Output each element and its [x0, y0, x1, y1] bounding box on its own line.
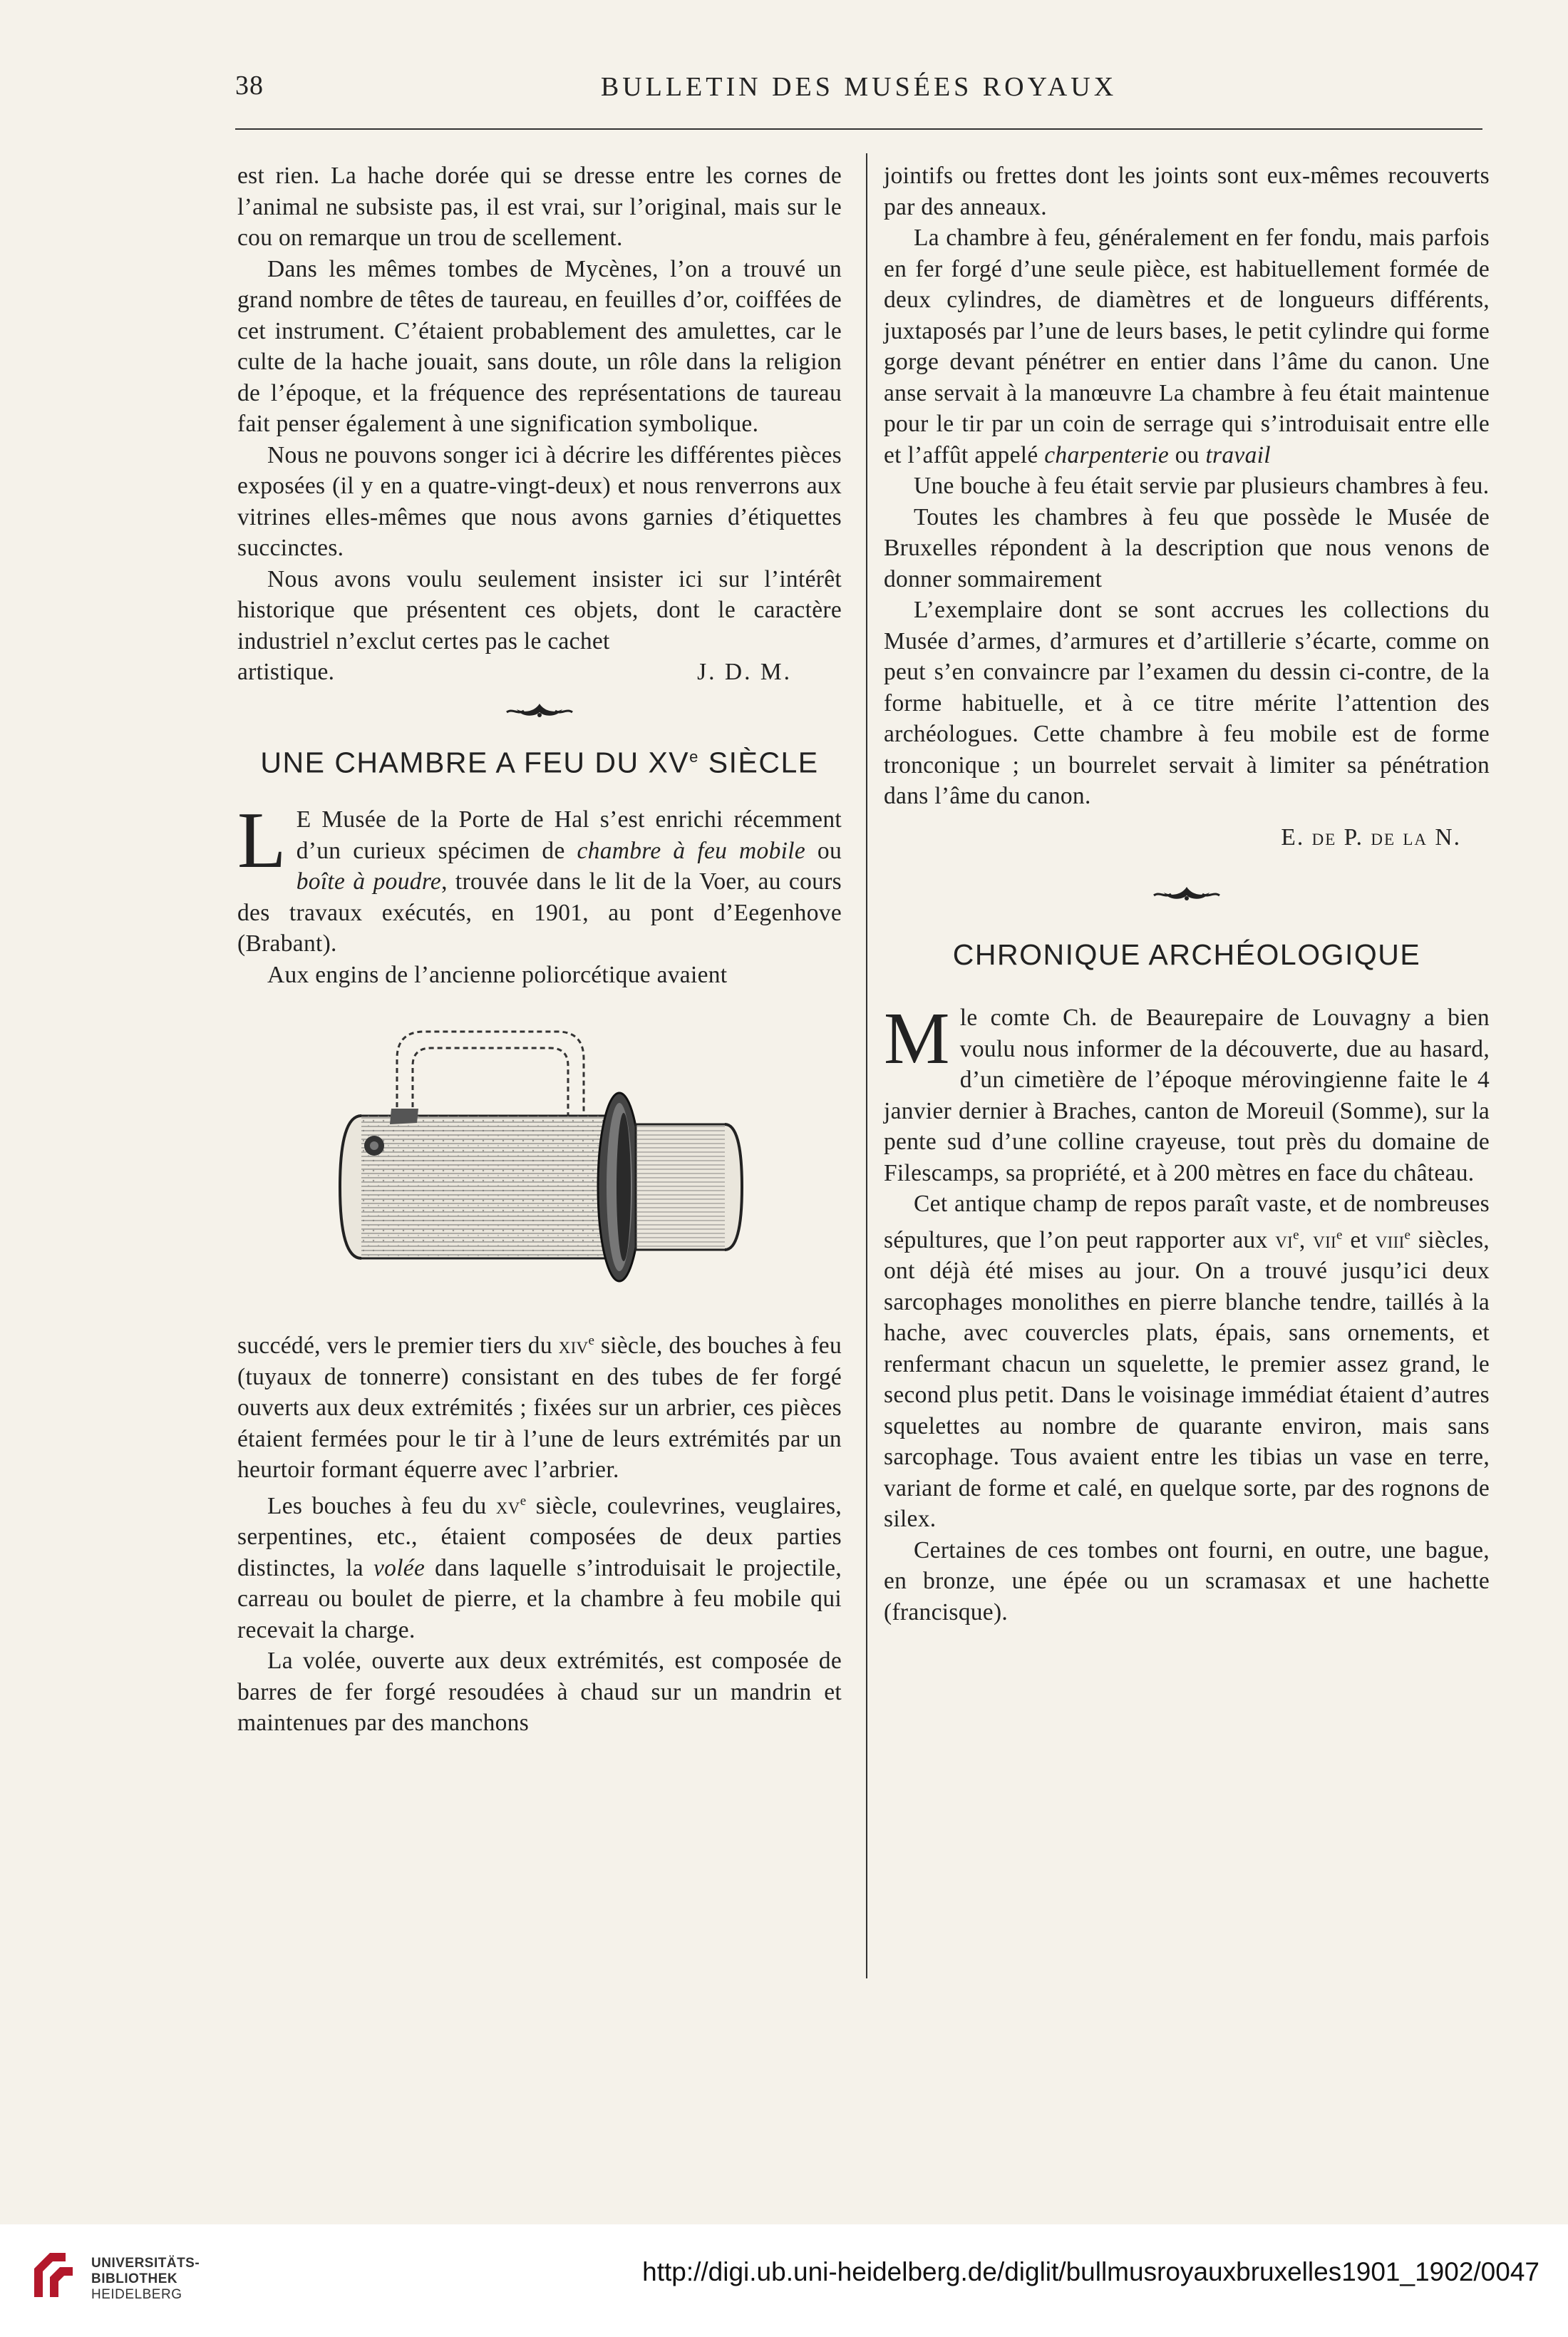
left-column	[237, 160, 842, 1739]
paragraph: L E Musée de la Porte de Hal s’est enrichi récemment d’un curieux spécimen de chambre à feu mobile ou boîte à poudre, trouvée dans le lit de la Voer, au cours des travaux exécutés, en 1901, au pont d’Eegenhove (Brabant).	[237, 796, 842, 957]
fleuron-ornament-icon	[504, 699, 575, 721]
section-title: CHRONIQUE ARCHÉOLOGIQUE	[952, 938, 1421, 971]
paragraph: Cet antique champ de repos paraît vaste, et de nombreuses sépultures, que l’on peut rapporter aux $vi^e$, vii$^e$ et viii$^e$ siècles, ont déjà été mises au jour. On a trouvé jusqu’ici deux sarcophages monolithes en pierre blanche tendre, taillés à la hache, avec couvercles plats, épais, sans ornements, et renfermant chacun un squelette, le premier assez grand, le second plus petit. Dans le voisinage immédiat étaient d’autres squelettes au nombre de quarante environ, mais sans sarcophage. Tous avaient entre les tibias un vase en terre, variant de forme et calé, en quelque sorte, par des rognons de silex.	[884, 1191, 1490, 1533]
paragraph: Certaines de ces tombes ont fourni, en outre, une bague, en bronze, une épée ou un scramasax et une hachette (francisque).	[884, 1536, 1490, 1625]
article-title: UNE CHAMBRE A FEU DU XVe SIÈCLE	[260, 746, 819, 779]
paragraph: La volée, ouverte aux deux extrémités, est composée de barres de fer forgé resoudées à chaud sur un mandrin et maintenues par des manchons	[237, 1648, 842, 1737]
source-url-link[interactable]: http://digi.ub.uni-heidelberg.de/diglit/bullmusroyauxbruxelles1901_1902/0047	[642, 2257, 1539, 2286]
page-number: 38	[235, 71, 264, 101]
paragraph: Les bouches à feu du $xv^e$ siècle, coulevrines, veuglaires, serpentines, etc., étaient composées de deux parties distinctes, la volée dans laquelle s’introduisait le projectile, carreau ou boulet de pierre, et la chambre à feu mobile qui recevait la charge.	[237, 1492, 842, 1643]
fleuron-ornament-icon	[1151, 883, 1222, 904]
gunpowder-chamber-illustration	[311, 1009, 768, 1315]
paragraph: Dans les mêmes tombes de Mycènes, l’on a trouvé un grand nombre de têtes de taureau, en feuilles d’or, coiffées de cet instrument. C’étaient probablement des amulettes, car le culte de la hache jouait, sans doute, un rôle dans la religion de l’époque, et la fréquence des représentations de taureau fait penser également à une signification symbolique.	[237, 255, 842, 437]
paragraph: Aux engins de l’ancienne poliorcétique avaient	[267, 961, 728, 988]
library-logo-icon	[29, 2247, 78, 2304]
paragraph: La chambre à feu, généralement en fer fondu, mais parfois en fer forgé d’une seule pièce, est habituellement formée de deux cylindres, de diamètres et de longueurs différents, juxtaposés par l’une de leurs bases, le petit cylindre qui forme gorge devant pénétrer en entier dans l’âme du canon. Une anse servait à la manœuvre La chambre à feu était maintenue pour le tir par un coin de serrage qui s’introduisait entre elle et l’affût appelé charpenterie ou travail	[884, 225, 1490, 468]
column-divider	[866, 153, 867, 1978]
paragraph: Nous avons voulu seulement insister ici sur l’intérêt historique que présentent ces objets, dont le caractère industriel n’exclut certes pas le cachet	[237, 565, 842, 654]
paragraph: Nous ne pouvons songer ici à décrire les différentes pièces exposées (il y en a quatre-vingt-deux) et nous renverrons aux vitrines elles-mêmes que nous avons garnies d’étiquettes succinctes.	[237, 441, 842, 561]
paragraph: est rien. La hache dorée qui se dresse entre les cornes de l’animal ne subsiste pas, il est vrai, sur l’original, mais sur le cou on remarque un trou de scellement.	[237, 163, 842, 251]
signature: J. D. M.	[697, 659, 792, 685]
signature: E. de P. de la N.	[1281, 823, 1461, 851]
running-title: BULLETIN DES MUSÉES ROYAUX	[600, 72, 1118, 102]
signature-line: artistique. J. D. M.	[237, 657, 842, 688]
viewer-footer	[0, 2224, 1568, 2337]
drop-cap: L	[237, 796, 287, 885]
paragraph: Mle comte Ch. de Beaurepaire de Louvagny a bien voulu nous informer de la découverte, due au hasard, d’un cimetière de l’époque mérovingienne faite le 4 janvier dernier à Braches, canton de Moreuil (Somme), sur la pente sud d’une colline crayeuse, tout près du domaine de Filescamps, sa propriété, et à 200 mètres en face du château.	[884, 997, 1490, 1186]
paragraph: Toutes les chambres à feu que possède le Musée de Bruxelles répondent à la description que nous venons de donner sommairement	[884, 503, 1490, 592]
library-logo	[29, 2244, 242, 2323]
drop-cap: M	[884, 997, 950, 1079]
paragraph: jointifs ou frettes dont les joints sont eux-mêmes recouverts par des anneaux.	[884, 163, 1490, 220]
header-rule	[235, 128, 1482, 130]
paragraph: Une bouche à feu était servie par plusieurs chambres à feu.	[914, 473, 1490, 499]
paragraph: L’exemplaire dont se sont accrues les collections du Musée d’armes, d’armures et d’artillerie s’écarte, comme on peut s’en convaincre par l’examen du dessin ci-contre, de la forme habituelle, et à ce titre mérite l’attention des archéologues. Cette chambre à feu mobile est de forme tronconique ; un bourrelet servait à limiter sa pénétration dans l’âme du canon.	[884, 597, 1490, 809]
library-logo-text: UNIVERSITÄTS- BIBLIOTHEK HEIDELBERG	[91, 2256, 200, 2302]
paragraph: succédé, vers le premier tiers du xiv$^e$ siècle, des bouches à feu (tuyaux de tonnerre) consistant en des tubes de fer forgé ouverts aux deux extrémités ; fixées sur un arbrier, ces pièces étaient fermées pour le tir à l’une de leurs extrémités par un heurtoir formant équerre avec l’arbrier.	[237, 1332, 842, 1484]
running-header	[235, 70, 1482, 113]
right-column	[884, 160, 1490, 1628]
